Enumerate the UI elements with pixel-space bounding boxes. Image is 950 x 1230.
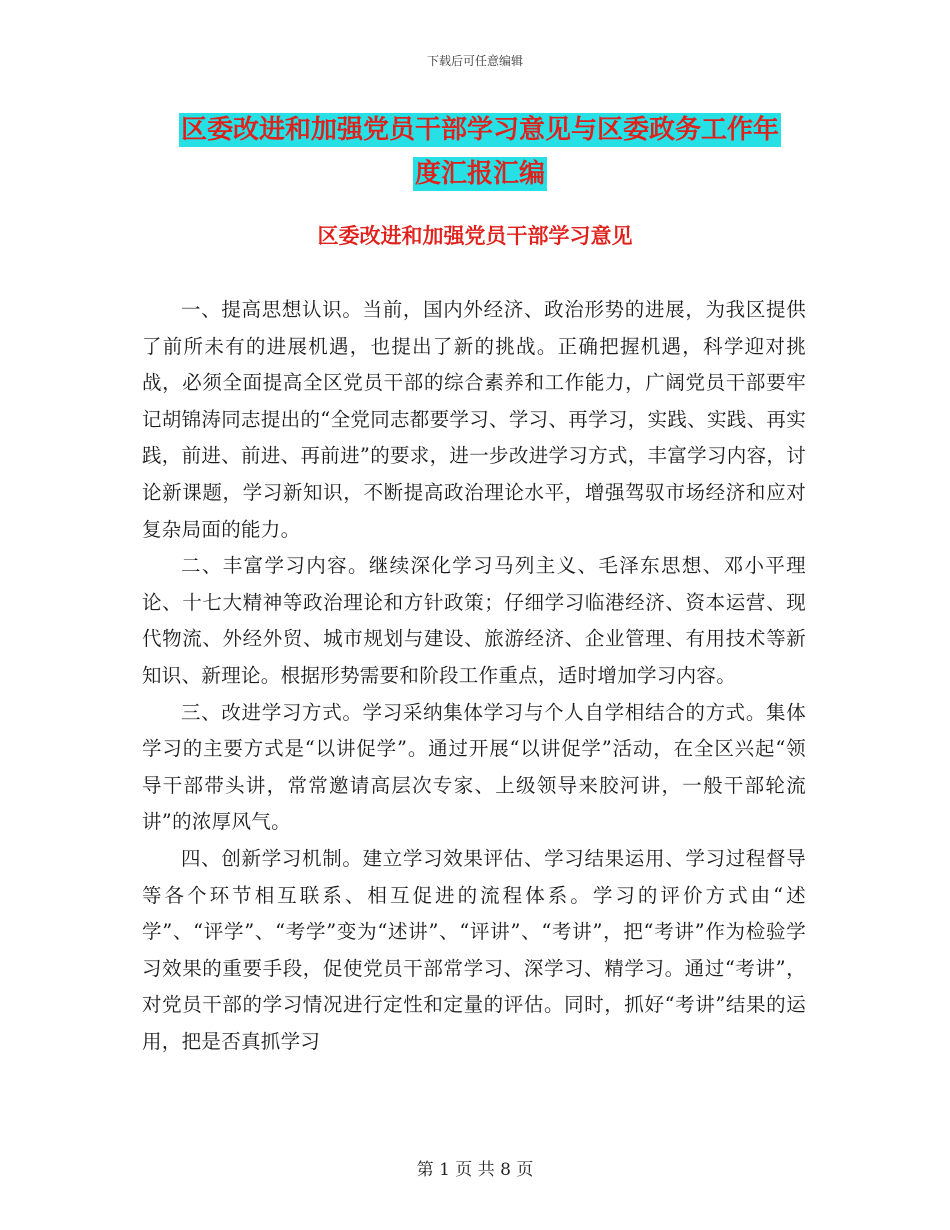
paragraph-4: 四、创新学习机制。建立学习效果评估、学习结果运用、学习过程督导等各个环节相互联系、相互促进的流程体系。学习的评价方式由“述学”、“评学”、“考学”变为“述讲”、“评讲”、“考讲”，把“考讲”作为检验学习效果的重要手段，促使党员干部常学习、深学习、精学习。通过“考讲”，对党员干部的学习情况进行定性和定量的评估。同时，抓好“考讲”结果的运用，把是否真抓学习 bbox=[142, 846, 806, 1053]
section-title: 区委改进和加强党员干部学习意见 bbox=[317, 223, 633, 248]
paragraph-3: 三、改进学习方式。学习采纳集体学习与个人自学相结合的方式。集体学习的主要方式是“以讲促学”。通过开展“以讲促学”活动，在全区兴起“领导干部带头讲，常常邀请高层次专家、上级领导来胶河讲，一般干部轮流讲”的浓厚风气。 bbox=[142, 700, 806, 834]
page-footer: 第 1 页 共 8 页 bbox=[416, 1160, 534, 1180]
document-title bbox=[150, 108, 810, 196]
document-title-line-2: 度汇报汇编 bbox=[414, 159, 545, 189]
body-text bbox=[142, 292, 806, 1060]
paragraph-2: 二、丰富学习内容。继续深化学习马列主义、毛泽东思想、邓小平理论、十七大精神等政治理论和方针政策；仔细学习临港经济、资本运营、现代物流、外经外贸、城市规划与建设、旅游经济、企业管理、有用技术等新知识、新理论。根据形势需要和阶段工作重点，适时增加学习内容。 bbox=[142, 554, 806, 687]
document-title-line-1: 区委改进和加强党员干部学习意见与区委政务工作年 bbox=[180, 115, 779, 145]
paragraph-1: 一、提高思想认识。当前，国内外经济、政治形势的进展，为我区提供了前所未有的进展机遇，也提出了新的挑战。正确把握机遇，科学迎对挑战，必须全面提高全区党员干部的综合素养和工作能力，广阔党员干部要牢记胡锦涛同志提出的“全党同志都要学习、学习、再学习，实践、实践、再实践，前进、前进、再前进”的要求，进一步改进学习方式，丰富学习内容，讨论新课题，学习新知识，不断提高政治理论水平，增强驾驭市场经济和应对复杂局面的能力。 bbox=[142, 298, 806, 541]
header-note: 下载后可任意编辑 bbox=[426, 54, 523, 68]
